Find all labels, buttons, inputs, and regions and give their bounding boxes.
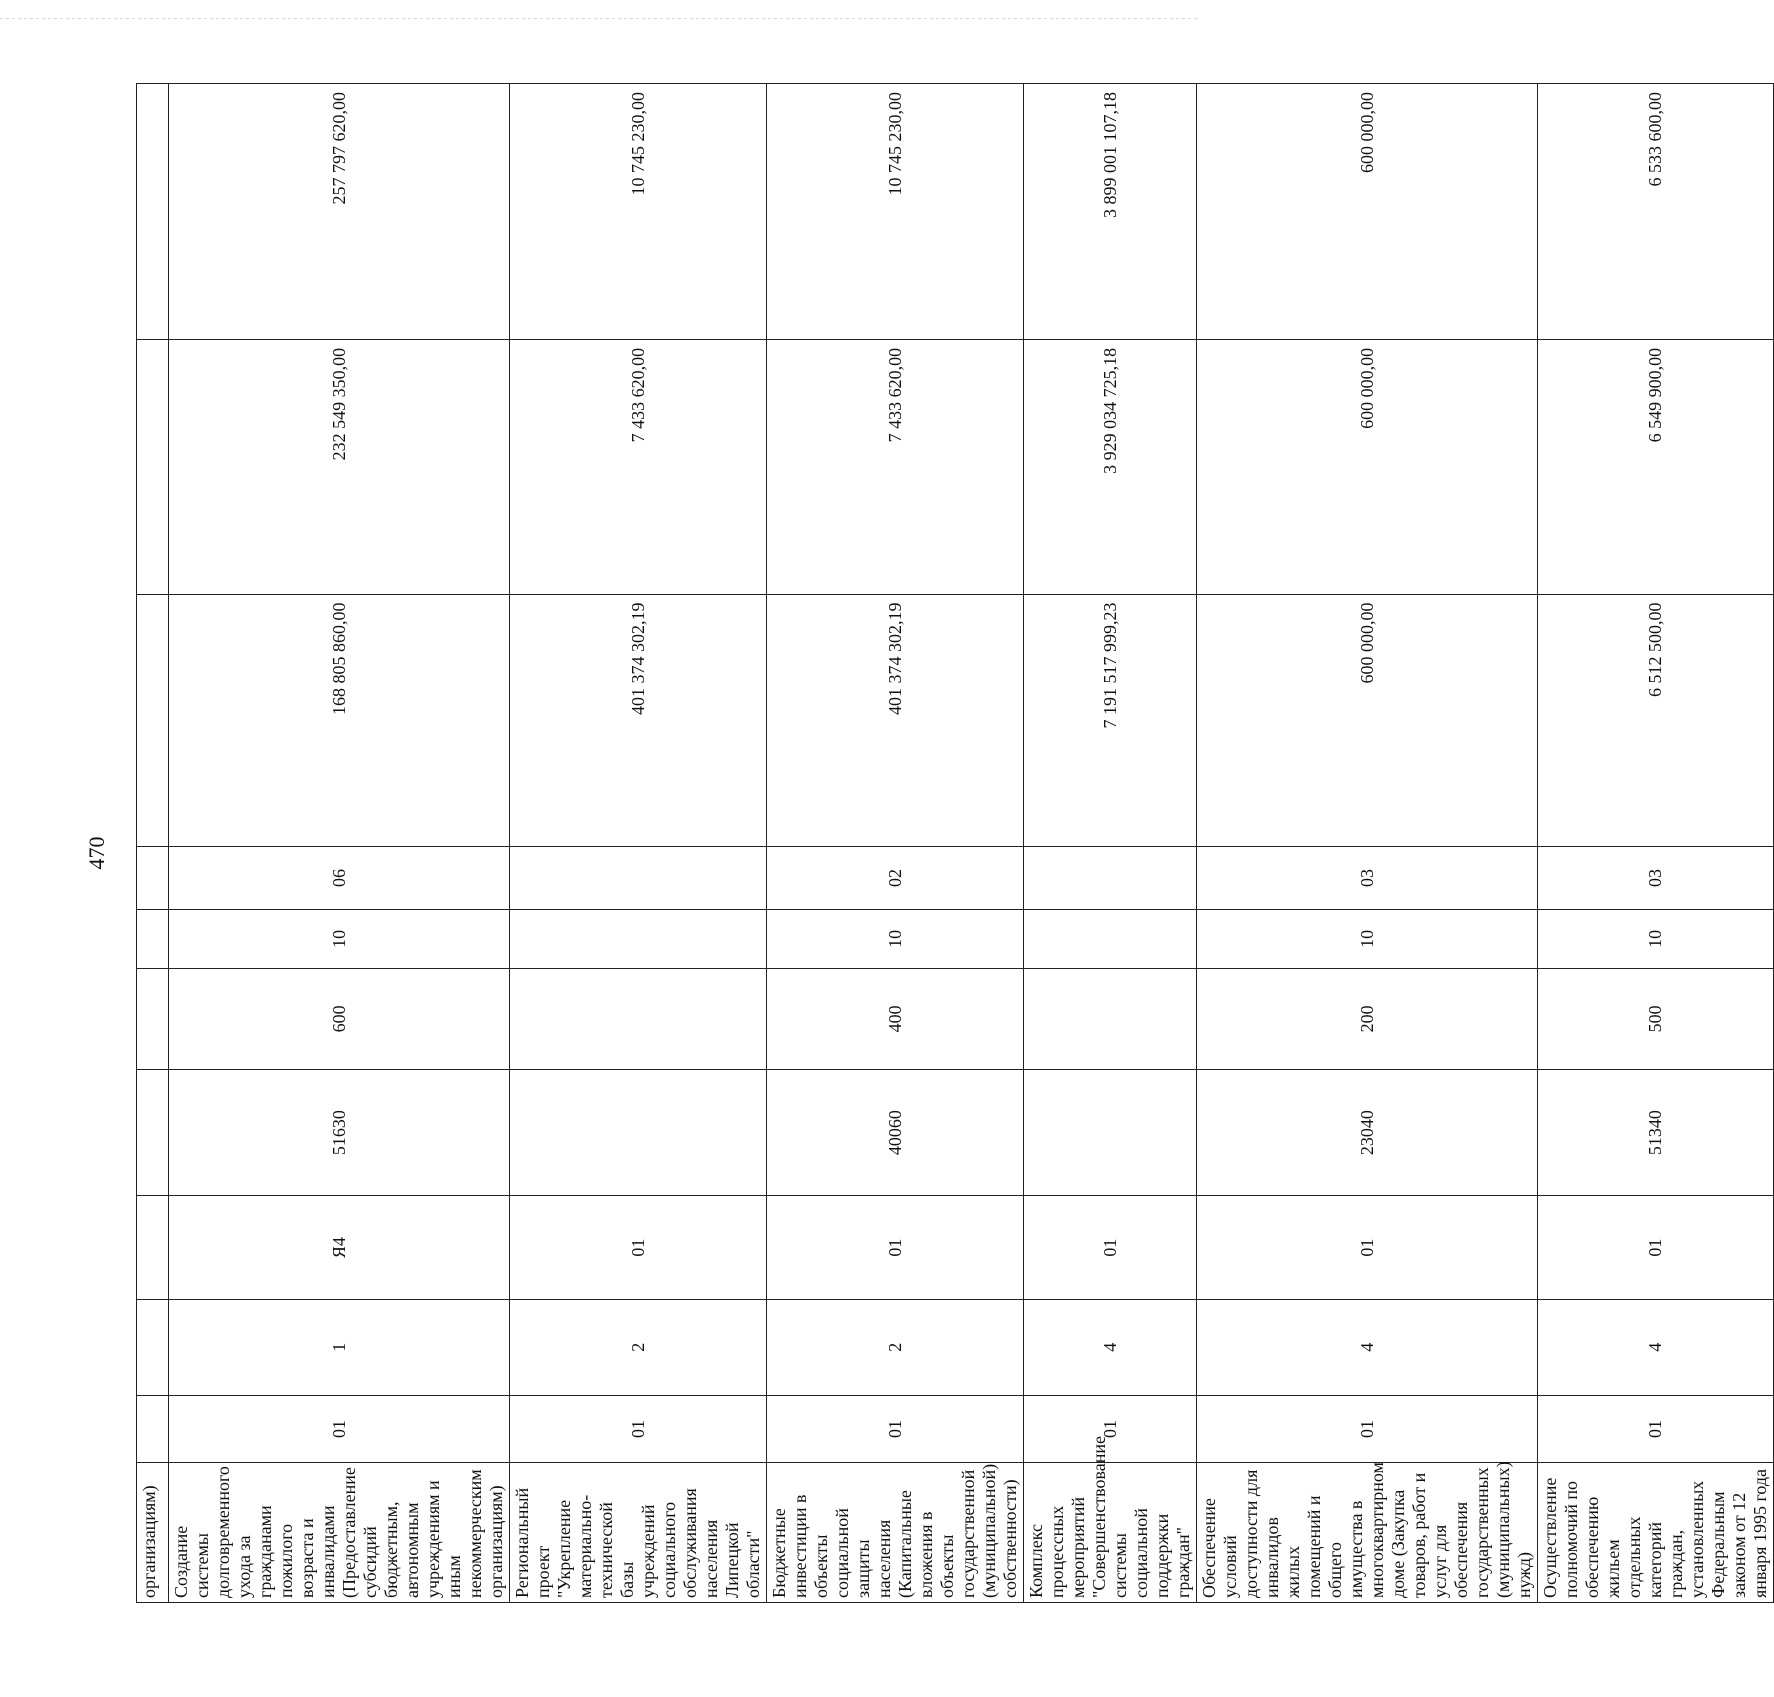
code-cell: 01 [169, 1395, 510, 1463]
code-cell: 1 [169, 1299, 510, 1395]
code-cell: 10 [1538, 910, 1774, 969]
row-name-cell: Комплекс процессных мероприятий "Совершенствование системы социальной поддержки граждан" [1024, 1463, 1197, 1603]
code-cell [137, 1070, 169, 1196]
amount-cell: 7 191 517 999,23 [1024, 594, 1197, 846]
amount-cell: 401 374 302,19 [510, 594, 767, 846]
code-cell: 01 [1197, 1196, 1538, 1300]
code-cell [137, 846, 169, 909]
amount-cell [137, 84, 169, 340]
code-cell [1024, 846, 1197, 909]
code-cell: 01 [1197, 1395, 1538, 1463]
code-cell: 4 [1538, 1299, 1774, 1395]
amount-cell: 10 745 230,00 [767, 84, 1024, 340]
code-cell: 01 [767, 1395, 1024, 1463]
code-cell: 02 [767, 846, 1024, 909]
amount-cell: 401 374 302,19 [767, 594, 1024, 846]
row-name-cell: Обеспечение условий доступности для инвалидов жилых помещений и общего имущества в многоквартирном доме (Закупка товаров, работ и услуг для обеспечения государственных (муниципальных) нужд) [1197, 1463, 1538, 1603]
code-cell [137, 1299, 169, 1395]
amount-cell [137, 594, 169, 846]
budget-table [136, 83, 1774, 1603]
code-cell [137, 1196, 169, 1300]
code-cell: 01 [1024, 1395, 1197, 1463]
code-cell: 200 [1197, 968, 1538, 1069]
amount-cell: 600 000,00 [1197, 594, 1538, 846]
code-cell [1024, 910, 1197, 969]
code-cell [1024, 1070, 1197, 1196]
scan-border-line [0, 18, 1200, 19]
amount-cell: 600 000,00 [1197, 84, 1538, 340]
code-cell [510, 846, 767, 909]
amount-cell: 257 797 620,00 [169, 84, 510, 340]
page-number: 470 [84, 836, 109, 870]
table-row [169, 84, 510, 1603]
code-cell [137, 1395, 169, 1463]
amount-cell: 6 533 600,00 [1538, 84, 1774, 340]
code-cell: 01 [767, 1196, 1024, 1300]
code-cell: 03 [1538, 846, 1774, 909]
row-name-cell: Создание системы долговременного ухода за гражданами пожилого возраста и инвалидами (Предоставление субсидий бюджетным, автономным учреждениям и иным некоммерческим организациям) [169, 1463, 510, 1603]
amount-cell: 6 549 900,00 [1538, 339, 1774, 594]
code-cell: 10 [767, 910, 1024, 969]
code-cell [510, 968, 767, 1069]
code-cell: 500 [1538, 968, 1774, 1069]
amount-cell: 232 549 350,00 [169, 339, 510, 594]
amount-cell: 10 745 230,00 [510, 84, 767, 340]
code-cell: Я4 [169, 1196, 510, 1300]
row-name-cell: Бюджетные инвестиции в объекты социальной защиты населения (Капитальные вложения в объекты государственной (муниципальной) собственности) [767, 1463, 1024, 1603]
code-cell: 51340 [1538, 1070, 1774, 1196]
code-cell: 51630 [169, 1070, 510, 1196]
rotated-table-frame [136, 83, 1770, 1603]
code-cell [137, 910, 169, 969]
amount-cell [137, 339, 169, 594]
code-cell [510, 910, 767, 969]
code-cell [510, 1070, 767, 1196]
amount-cell: 3 899 001 107,18 [1024, 84, 1197, 340]
code-cell: 01 [1538, 1395, 1774, 1463]
code-cell: 23040 [1197, 1070, 1538, 1196]
code-cell [137, 968, 169, 1069]
code-cell: 40060 [767, 1070, 1024, 1196]
row-name-cell: Региональный проект "Укрепление материально-технической базы учреждений социального обслуживания населения Липецкой области" [510, 1463, 767, 1603]
amount-cell: 6 512 500,00 [1538, 594, 1774, 846]
table-row [1024, 84, 1197, 1603]
code-cell: 2 [767, 1299, 1024, 1395]
code-cell: 01 [1538, 1196, 1774, 1300]
code-cell: 03 [1197, 846, 1538, 909]
code-cell: 01 [1024, 1196, 1197, 1300]
table-row [1538, 84, 1774, 1603]
code-cell: 01 [510, 1395, 767, 1463]
code-cell: 600 [169, 968, 510, 1069]
code-cell: 400 [767, 968, 1024, 1069]
amount-cell: 168 805 860,00 [169, 594, 510, 846]
code-cell: 06 [169, 846, 510, 909]
code-cell: 10 [169, 910, 510, 969]
table-row [137, 84, 169, 1603]
table-row [767, 84, 1024, 1603]
code-cell: 4 [1197, 1299, 1538, 1395]
amount-cell: 3 929 034 725,18 [1024, 339, 1197, 594]
code-cell [1024, 968, 1197, 1069]
amount-cell: 7 433 620,00 [510, 339, 767, 594]
row-name-cell: Осуществление полномочий по обеспечению жильем отдельных категорий граждан, установленных Федеральным законом от 12 января 1995 года [1538, 1463, 1774, 1603]
table-row [510, 84, 767, 1603]
row-name-cell: организациям) [137, 1463, 169, 1603]
code-cell: 2 [510, 1299, 767, 1395]
code-cell: 01 [510, 1196, 767, 1300]
amount-cell: 7 433 620,00 [767, 339, 1024, 594]
table-row [1197, 84, 1538, 1603]
budget-table-container [136, 83, 1770, 1603]
amount-cell: 600 000,00 [1197, 339, 1538, 594]
code-cell: 4 [1024, 1299, 1197, 1395]
code-cell: 10 [1197, 910, 1538, 969]
